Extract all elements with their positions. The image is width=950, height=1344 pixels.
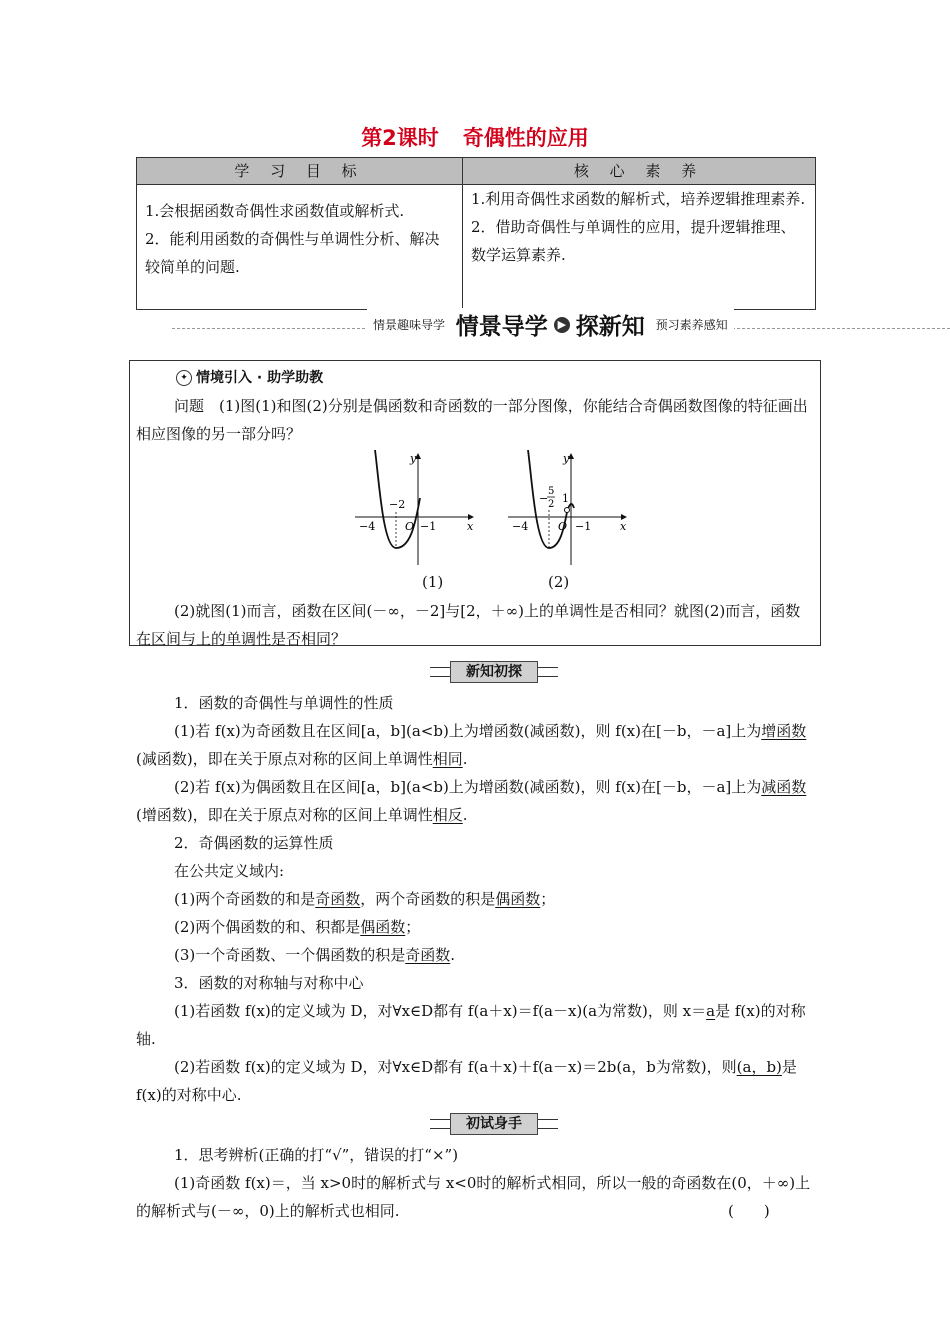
tick-minus-2: −2: [389, 498, 406, 511]
answer-same: 相同: [432, 750, 463, 768]
section-tag-text: 新知初探: [450, 661, 538, 683]
answer-odd: 奇函数: [315, 890, 361, 908]
tick-minus-1: −1: [575, 520, 592, 533]
competency-1: 1.利用奇偶性求函数的解析式，培养逻辑推理素养.: [471, 190, 806, 208]
banner-title-1: 情景导学: [455, 314, 548, 340]
figure-2-graph: [508, 450, 638, 570]
tick-minus-4: −4: [359, 520, 376, 533]
answer-a: a: [706, 1002, 716, 1020]
symmetry-center: (2)若函数 f(x)的定义域为 D，对∀x∈D都有 f(a＋x)＋f(a－x)＝2b(a，b为常数)，则(a，b)是 f(x)的对称中心.: [136, 1058, 797, 1104]
competency-2: 2．借助奇偶性与单调性的应用，提升逻辑推理、数学运算素养.: [471, 218, 796, 264]
lesson-title: [0, 122, 950, 152]
symmetry-axis: (1)若函数 f(x)的定义域为 D，对∀x∈D都有 f(a＋x)＝f(a－x)(a为常数)，则 x＝a是 f(x)的对称轴.: [136, 1002, 806, 1048]
figure-2-caption: (2): [548, 573, 570, 591]
arrow-right-icon: ▶: [554, 317, 570, 333]
tick-minus-1: −1: [420, 520, 437, 533]
banner-left-label: 情景趣味导学: [373, 318, 446, 332]
exercise-heading: 1．思考辨析(正确的打“√”，错误的打“×”): [174, 1146, 459, 1164]
x-label: x: [620, 520, 627, 533]
intro-question-2: (2)就图(1)而言，函数在区间(－∞，－2]与[2，＋∞)上的单调性是否相同？就图(2)而言，函数在区间与上的单调性是否相同？: [136, 602, 801, 648]
common-domain: 在公共定义域内:: [174, 862, 285, 880]
lightbulb-icon: ✦: [176, 370, 192, 386]
x-label: x: [467, 520, 474, 533]
lesson-number: 第2课时: [361, 126, 439, 150]
section-tag-new-knowledge: [430, 661, 558, 683]
answer-even-2: 偶函数: [360, 918, 406, 936]
competency-header: 核 心 素 养: [463, 158, 816, 185]
tick-minus-4: −4: [512, 520, 529, 533]
property-2: (2)若 f(x)为偶函数且在区间[a，b](a<b)上为增函数(减函数)，则 f(x)在[－b，－a]上为减函数(增函数)，即在关于原点对称的区间上单调性相反.: [136, 778, 807, 824]
goal-1: 1.会根据函数奇偶性求函数值或解析式.: [145, 202, 405, 220]
goal-2: 2．能利用函数的奇偶性与单调性分析、解决较简单的问题.: [145, 230, 440, 276]
y-label: y: [563, 452, 570, 465]
tick-one: 1: [562, 492, 569, 505]
rule-1: (1)两个奇函数的和是奇函数，两个奇函数的积是偶函数；: [174, 890, 556, 908]
section-tag-first-try: [430, 1113, 558, 1135]
intro-header: [176, 367, 323, 387]
section-tag-text: 初试身手: [450, 1113, 538, 1135]
goals-header: 学 习 目 标: [137, 158, 463, 185]
intro-question: 问题 (1)图(1)和图(2)分别是偶函数和奇函数的一部分图像，你能结合奇偶函数图像的特征画出相应图像的另一部分吗？: [136, 397, 808, 443]
answer-decreasing: 减函数: [761, 778, 807, 796]
rule-3: (3)一个奇函数、一个偶函数的积是奇函数.: [174, 946, 456, 964]
section-banner: [172, 308, 950, 338]
heading-1: 1．函数的奇偶性与单调性的性质: [174, 694, 394, 712]
banner-right-label: 预习素养感知: [655, 318, 728, 332]
lesson-topic: 奇偶性的应用: [462, 126, 589, 150]
rule-2: (2)两个偶函数的和、积都是偶函数；: [174, 918, 421, 936]
property-1: (1)若 f(x)为奇函数且在区间[a，b](a<b)上为增函数(减函数)，则 f(x)在[－b，－a]上为增函数(减函数)，即在关于原点对称的区间上单调性相同.: [136, 722, 807, 768]
figure-1-graph: [355, 450, 485, 570]
origin-label: O: [405, 520, 415, 533]
heading-2: 2．奇偶函数的运算性质: [174, 834, 334, 852]
y-label: y: [410, 452, 417, 465]
origin-label: O: [558, 520, 568, 533]
answer-opposite: 相反: [432, 806, 463, 824]
goals-cell: [137, 185, 463, 310]
heading-3: 3．函数的对称轴与对称中心: [174, 974, 364, 992]
goals-table: [136, 157, 816, 310]
answer-ab: (a，b): [736, 1058, 782, 1076]
answer-bracket[interactable]: ( ): [728, 1202, 770, 1220]
tick-minus-sign: −: [539, 492, 549, 505]
answer-increasing: 增函数: [761, 722, 807, 740]
banner-title-2: 探新知: [575, 314, 645, 340]
exercise-1: (1)奇函数 f(x)＝，当 x>0时的解析式与 x<0时的解析式相同，所以一般的奇函数在(0，＋∞)上的解析式与(－∞，0)上的解析式也相同.: [136, 1174, 811, 1220]
figure-1-caption: (1): [422, 573, 444, 591]
tick-fraction-denominator: 2: [548, 499, 555, 510]
tick-fraction-numerator: 5: [548, 486, 555, 497]
answer-odd-2: 奇函数: [405, 946, 451, 964]
intro-header-text: 情境引入 · 助学助教: [196, 370, 324, 386]
answer-even: 偶函数: [495, 890, 541, 908]
competency-cell: [463, 185, 816, 310]
open-point: [565, 508, 570, 513]
